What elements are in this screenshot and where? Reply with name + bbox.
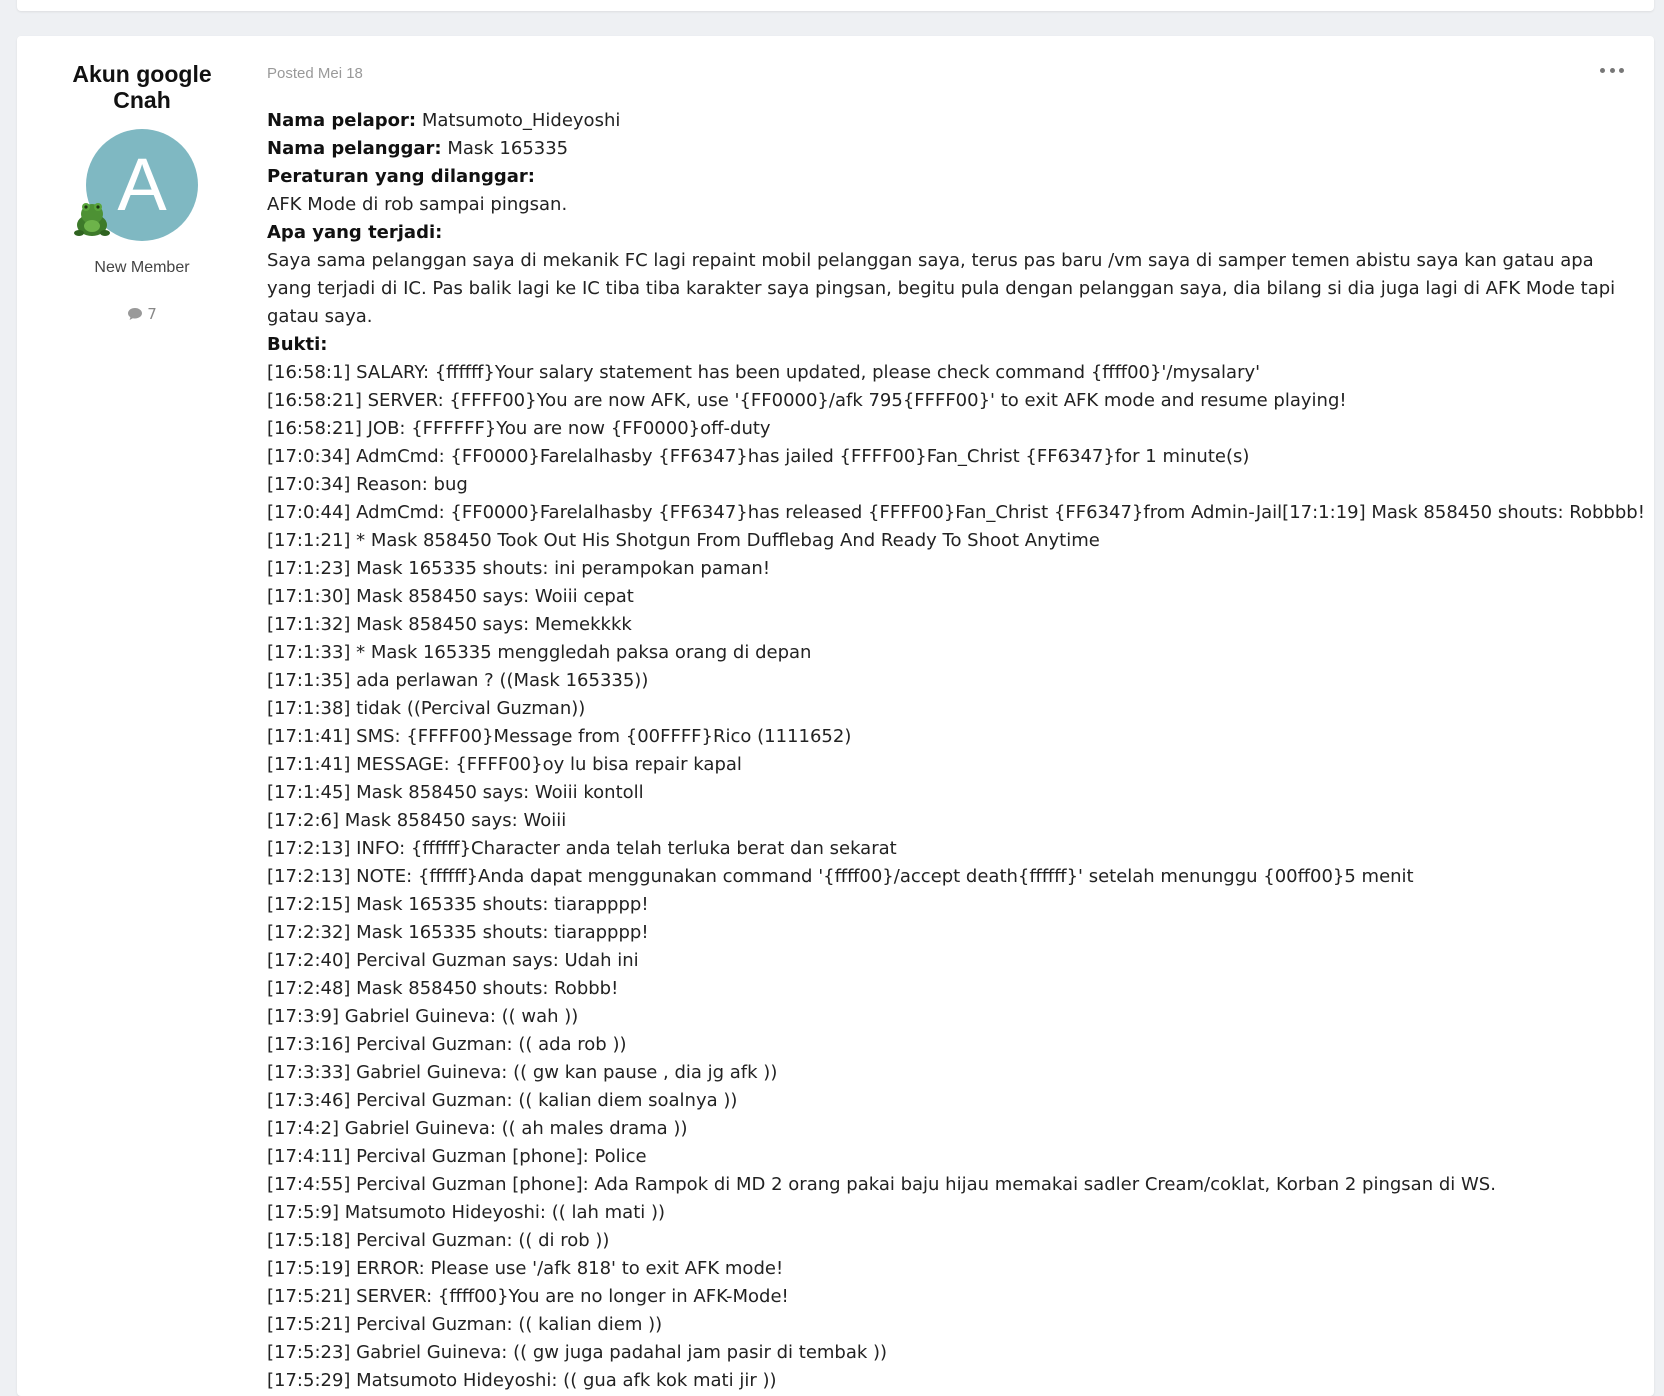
comment-icon <box>127 307 143 321</box>
log-line: [17:5:18] Percival Guzman: (( di rob )) <box>267 1230 610 1251</box>
log-line: [17:1:38] tidak ((Percival Guzman)) <box>267 698 586 719</box>
field-label: Peraturan yang dilanggar: <box>267 166 535 187</box>
log-line: [17:3:33] Gabriel Guineva: (( gw kan pause , dia jg afk )) <box>267 1062 778 1083</box>
log-line: [17:1:33] * Mask 165335 menggledah paksa orang di depan <box>267 642 812 663</box>
log-line: [17:0:34] AdmCmd: {FF0000}Farelalhasby {FF6347}has jailed {FFFF00}Fan_Christ {FF6347}for 1 minute(s) <box>267 446 1250 467</box>
log-line: [17:5:21] Percival Guzman: (( kalian diem )) <box>267 1314 663 1335</box>
post-body <box>267 107 1654 1395</box>
ellipsis-icon <box>1600 68 1605 73</box>
log-line: [17:0:44] AdmCmd: {FF0000}Farelalhasby {FF6347}has released {FFFF00}Fan_Christ {FF6347}from Admin-Jail[17:1:19] Mask 858450 shouts: Robbbb! <box>267 502 1645 523</box>
log-line: [17:1:41] SMS: {FFFF00}Message from {00FFFF}Rico (1111652) <box>267 726 852 747</box>
field-value: Matsumoto_Hideyoshi <box>416 110 621 131</box>
log-line: [17:2:40] Percival Guzman says: Udah ini <box>267 950 639 971</box>
log-line: [17:5:29] Matsumoto Hideyoshi: (( gua afk kok mati jir )) <box>267 1370 777 1391</box>
log-line: [16:58:21] JOB: {FFFFFF}You are now {FF0000}off-duty <box>267 418 771 439</box>
log-line: [17:1:32] Mask 858450 says: Memekkkk <box>267 614 632 635</box>
log-line: [17:1:21] * Mask 858450 Took Out His Shotgun From Dufflebag And Ready To Shoot Anytime <box>267 530 1100 551</box>
evidence-label <box>267 331 1624 359</box>
log-line: [17:2:15] Mask 165335 shouts: tiarapppp! <box>267 894 649 915</box>
log-line: [17:2:13] NOTE: {ffffff}Anda dapat menggunakan command '{ffff00}/accept death{ffffff}' setelah menunggu {00ff00}5 menit <box>267 866 1414 887</box>
log-line: [17:1:35] ada perlawan ? ((Mask 165335)) <box>267 670 649 691</box>
log-line: [17:5:19] ERROR: Please use '/afk 818' to exit AFK mode! <box>267 1258 784 1279</box>
log-line: [17:2:48] Mask 858450 shouts: Robbb! <box>267 978 619 999</box>
forum-post <box>17 36 1654 1396</box>
field-label: Bukti: <box>267 334 328 355</box>
log-line: [17:1:41] MESSAGE: {FFFF00}oy lu bisa repair kapal <box>267 754 742 775</box>
field-label: Nama pelapor: <box>267 110 417 131</box>
ellipsis-dot <box>1610 68 1615 73</box>
log-line: [17:1:30] Mask 858450 says: Woiii cepat <box>267 586 634 607</box>
log-line: [17:4:2] Gabriel Guineva: (( ah males drama )) <box>267 1118 688 1139</box>
author-name[interactable]: Akun google Cnah <box>72 61 212 113</box>
log-line: [17:3:9] Gabriel Guineva: (( wah )) <box>267 1006 579 1027</box>
chat-log <box>267 359 1645 1395</box>
log-line: [17:1:23] Mask 165335 shouts: ini perampokan paman! <box>267 558 771 579</box>
post-content-area <box>267 36 1654 1395</box>
log-line: [17:5:21] SERVER: {ffff00}You are no longer in AFK-Mode! <box>267 1286 789 1307</box>
author-panel <box>17 36 267 323</box>
log-line: [17:0:34] Reason: bug <box>267 474 468 495</box>
field-label: Apa yang terjadi: <box>267 222 443 243</box>
field-value: Mask 165335 <box>441 138 569 159</box>
log-line: [17:2:6] Mask 858450 says: Woiii <box>267 810 567 831</box>
log-line: [17:5:23] Gabriel Guineva: (( gw juga padahal jam pasir di tembak )) <box>267 1342 888 1363</box>
log-line: [17:4:11] Percival Guzman [phone]: Police <box>267 1146 647 1167</box>
avatar-container <box>86 129 198 241</box>
avatar[interactable]: A <box>86 129 198 241</box>
log-line: [16:58:21] SERVER: {FFFF00}You are now AFK, use '{FF0000}/afk 795{FFFF00}' to exit AFK mode and resume playing! <box>267 390 1347 411</box>
ellipsis-dot <box>1619 68 1624 73</box>
log-line: [16:58:1] SALARY: {ffffff}Your salary statement has been updated, please check command {ffff00}'/mysalary' <box>267 362 1261 383</box>
frog-badge-icon <box>70 195 114 239</box>
what-happened-text: Saya sama pelanggan saya di mekanik FC lagi repaint mobil pelanggan saya, terus pas baru /vm saya di samper temen abistu saya kan gatau apa yang terjadi di IC. Pas balik lagi ke IC tiba tiba karakter saya pingsan, begitu pula dengan pelanggan saya, dia bilang si dia juga lagi di AFK Mode tapi gatau saya. <box>267 250 1616 327</box>
rule-text: AFK Mode di rob sampai pingsan. <box>267 194 568 215</box>
log-line: [17:1:45] Mask 858450 says: Woiii kontoll <box>267 782 644 803</box>
log-line: [17:4:55] Percival Guzman [phone]: Ada Rampok di MD 2 orang pakai baju hijau memakai sadler Cream/coklat, Korban 2 pingsan di WS. <box>267 1174 1496 1195</box>
post-date[interactable]: Posted Mei 18 <box>267 65 363 82</box>
log-line: [17:3:46] Percival Guzman: (( kalian diem soalnya )) <box>267 1090 738 1111</box>
field-label: Nama pelanggar: <box>267 138 442 159</box>
post-count[interactable] <box>17 305 267 323</box>
field-violator <box>267 135 1624 163</box>
previous-post-card <box>17 0 1654 11</box>
log-line: [17:3:16] Percival Guzman: (( ada rob )) <box>267 1034 627 1055</box>
member-rank-title: New Member <box>94 259 190 276</box>
log-line: [17:2:32] Mask 165335 shouts: tiarapppp! <box>267 922 649 943</box>
post-count-value: 7 <box>147 305 157 323</box>
log-line: [17:2:13] INFO: {ffffff}Character anda telah terluka berat dan sekarat <box>267 838 897 859</box>
what-happened-label <box>267 219 1624 247</box>
post-menu-button[interactable] <box>1600 62 1624 78</box>
log-line: [17:5:9] Matsumoto Hideyoshi: (( lah mati )) <box>267 1202 666 1223</box>
field-rule <box>267 163 1624 191</box>
field-reporter <box>267 107 1624 135</box>
